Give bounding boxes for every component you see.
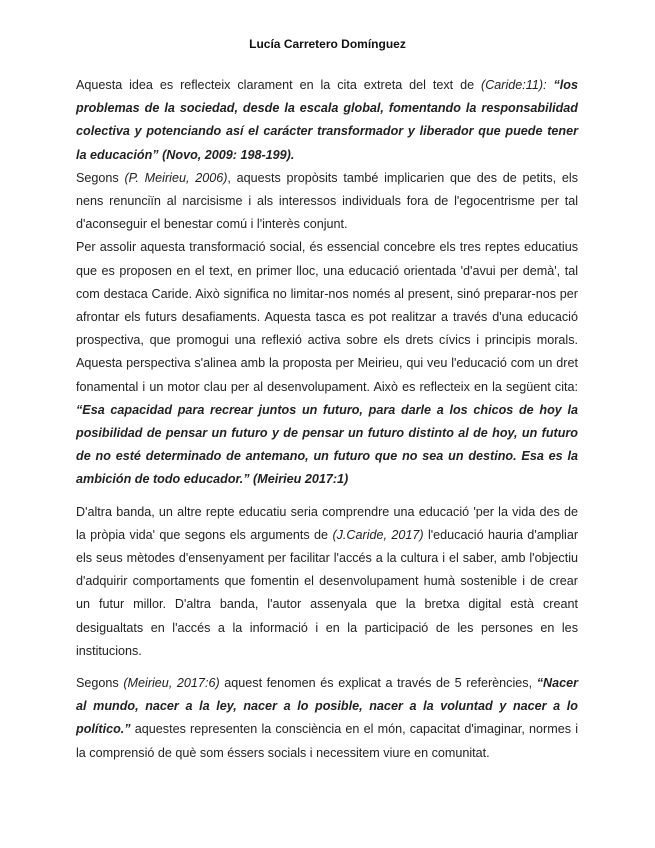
paragraph-5 [76,672,578,765]
text: l'educació hauria d'ampliar els seus mètodes d'ensenyament per facilitar l'accés a la cultura i el saber, amb l'objectiu d'adquirir comportaments que fomentin el desenvolupament humà sostenible i de crear un futur millor. D'altra banda, l'autor assenyala que la bretxa digital està creant desigualtats en l'accés a la informació i en la participació de les persones en les institucions. [76,527,579,658]
citation: (J.Caride, 2017) [332,527,424,542]
paragraph-3 [76,236,578,491]
paragraph-4 [76,501,578,663]
text [547,78,554,92]
paragraph-2 [76,167,578,237]
quotation: “Esa capacidad para recrear juntos un futuro, para darle a los chicos de hoy la posibilidad de pensar un futuro y de pensar un futuro distinto al de hoy, un futuro de no esté determinado de antemano, un futuro que no sea un destino. Esa es la ambición de todo educador.” (Meirieu 2017:1) [76,402,578,487]
text: Per assolir aquesta transformació social, és essencial concebre els tres reptes educatius que es proposen en el text, en primer lloc, una educació orientada 'd'avui per demà', tal com destaca Caride. Això significa no limitar-nos només al present, sinó preparar-nos per afrontar els futurs desafiaments. Aquesta tasca es pot realitzar a través d'una educació prospectiva, que promogui una reflexió activa sobre els drets cívics i principis morals. Aquesta perspectiva s'alinea amb la proposta per Meirieu, qui veu l'educació com un dret fonamental i un motor clau per al desenvolupament. Això es reflecteix en la següent cita: [76,240,578,394]
author-header: Lucía Carretero Domínguez [249,37,406,51]
text: D'altra banda, un altre repte educatiu seria comprendre una educació 'per la vida des de la pròpia vida' que segons els arguments de [76,504,578,542]
text: Aquesta idea es reflecteix clarament en la cita extreta del text de [76,78,482,92]
text: aquestes representen la consciència en el món, capacitat d'imaginar, normes i la comprensió de què som éssers socials i necessitem viure en comunitat. [76,722,578,760]
quotation: “Nacer al mundo, nacer a la ley, nacer a lo posible, nacer a la voluntad y nacer a lo político.” [76,676,578,737]
citation: (Meirieu, 2017:6) [123,676,220,691]
text: , aquests propòsits també implicarien que des de petits, els nens renunciïn al narcisisme i als interessos individuals fora de l'egocentrisme per tal d'aconseguir el benestar comú i l'interès conjunt. [76,170,578,232]
text: Segons [76,676,124,691]
text: aquest fenomen és explicat a través de 5 referències, [219,676,537,691]
citation: (P. Meirieu, 2006) [124,170,228,185]
paragraph-1 [76,74,578,167]
citation: (Caride:11): [481,78,547,92]
quotation: “los problemas de la sociedad, desde la escala global, fomentando la responsabilidad colectiva y potenciando así el carácter transformador y liberador que puede tener la educación” (Novo, 2009: 198-199). [76,78,578,162]
document-body [76,74,578,765]
text: Segons [76,170,125,185]
